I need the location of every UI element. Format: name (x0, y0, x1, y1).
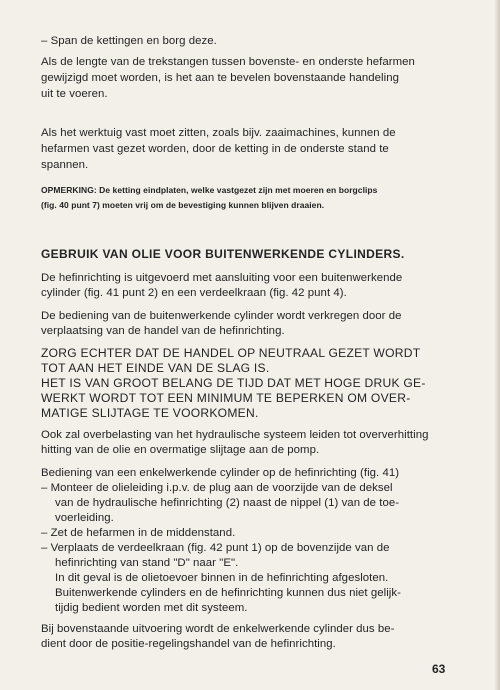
bullet-line-3: voerleiding. (55, 512, 114, 524)
warning-line-1: ZORG ECHTER DAT DE HANDEL OP NEUTRAAL GEZET WORDT (41, 346, 421, 360)
text-line-5: Als het werktuig vast moet zitten, zoals bijv. zaaimachines, kunnen de (41, 127, 396, 139)
text-line-12: Ook zal overbelasting van het hydraulische systeem leiden tot oververhitting (41, 429, 429, 441)
text-line-13: hitting van de olie en overmatige slijtage aan de pomp. (41, 444, 320, 456)
warning-line-4: WERKT WORDT TOT EEN MINIMUM TE BEPERKEN OM OVER- (41, 391, 411, 405)
note-line-2: (fig. 40 punt 7) moeten vrij om de bevestiging kunnen blijven draaien. (41, 200, 325, 210)
text-line-10: De bediening van de buitenwerkende cylinder wordt verkregen door de (41, 310, 402, 322)
text-line-14: Bediening van een enkelwerkende cylinder op de hefinrichting (fig. 41) (41, 467, 400, 479)
bullet-line-5: – Verplaats de verdeelkraan (fig. 42 punt 1) op de bovenzijde van de (41, 542, 390, 554)
bullet-line-8: Buitenwerkende cylinders en de hefinrichting kunnen dus niet gelijk- (55, 587, 401, 599)
text-line-15: Bij bovenstaande uitvoering wordt de enkelwerkende cylinder dus be- (41, 623, 395, 635)
bullet-line-6: hefinrichting van stand "D" naar "E". (55, 557, 239, 569)
text-line-11: verplaatsing van de handel van de hefinrichting. (41, 325, 285, 337)
warning-line-3: HET IS VAN GROOT BELANG DE TIJD DAT MET HOGE DRUK GE- (41, 376, 426, 390)
text-line-6: hefarmen vast gezet worden, door de ketting in de onderste stand te (41, 143, 389, 155)
note-line-1: OPMERKING: De ketting eindplaten, welke vastgezet zijn met moeren en borgclips (41, 185, 378, 195)
text-line-2: Als de lengte van de trekstangen tussen bovenste- en onderste hefarmen (41, 56, 415, 68)
bullet-line-2: van de hydraulische hefinrichting (2) naast de nippel (1) van de toe- (55, 497, 400, 509)
text-line-16: dient door de positie-regelingshandel van de hefinrichting. (41, 638, 336, 650)
warning-line-5: MATIGE SLIJTAGE TE VOORKOMEN. (41, 406, 259, 420)
bullet-line-9: tijdig bedient worden met dit systeem. (55, 602, 248, 614)
bullet-line-7: In dit geval is de olietoevoer binnen in de hefinrichting afgesloten. (55, 572, 389, 584)
text-line-4: uit te voeren. (41, 88, 108, 100)
section-heading: GEBRUIK VAN OLIE VOOR BUITENWERKENDE CYLINDERS. (41, 247, 405, 261)
text-line-9: cylinder (fig. 41 punt 2) en een verdeelkraan (fig. 42 punt 4). (41, 287, 347, 299)
text-line-3: gewijzigd moet worden, is het aan te bevelen bovenstaande handeling (41, 72, 399, 84)
page-edge-shadow (494, 0, 500, 690)
bullet-line-1: – Monteer de olieleiding i.p.v. de plug aan de voorzijde van de deksel (41, 482, 393, 494)
warning-line-2: TOT AAN HET EINDE VAN DE SLAG IS. (41, 361, 270, 375)
text-line-7: spannen. (41, 159, 89, 171)
text-line-1: – Span de kettingen en borg deze. (41, 35, 217, 47)
bullet-line-4: – Zet de hefarmen in de middenstand. (41, 527, 236, 539)
page-number: 63 (432, 662, 446, 676)
text-line-8: De hefinrichting is uitgevoerd met aansluiting voor een buitenwerkende (41, 272, 403, 284)
